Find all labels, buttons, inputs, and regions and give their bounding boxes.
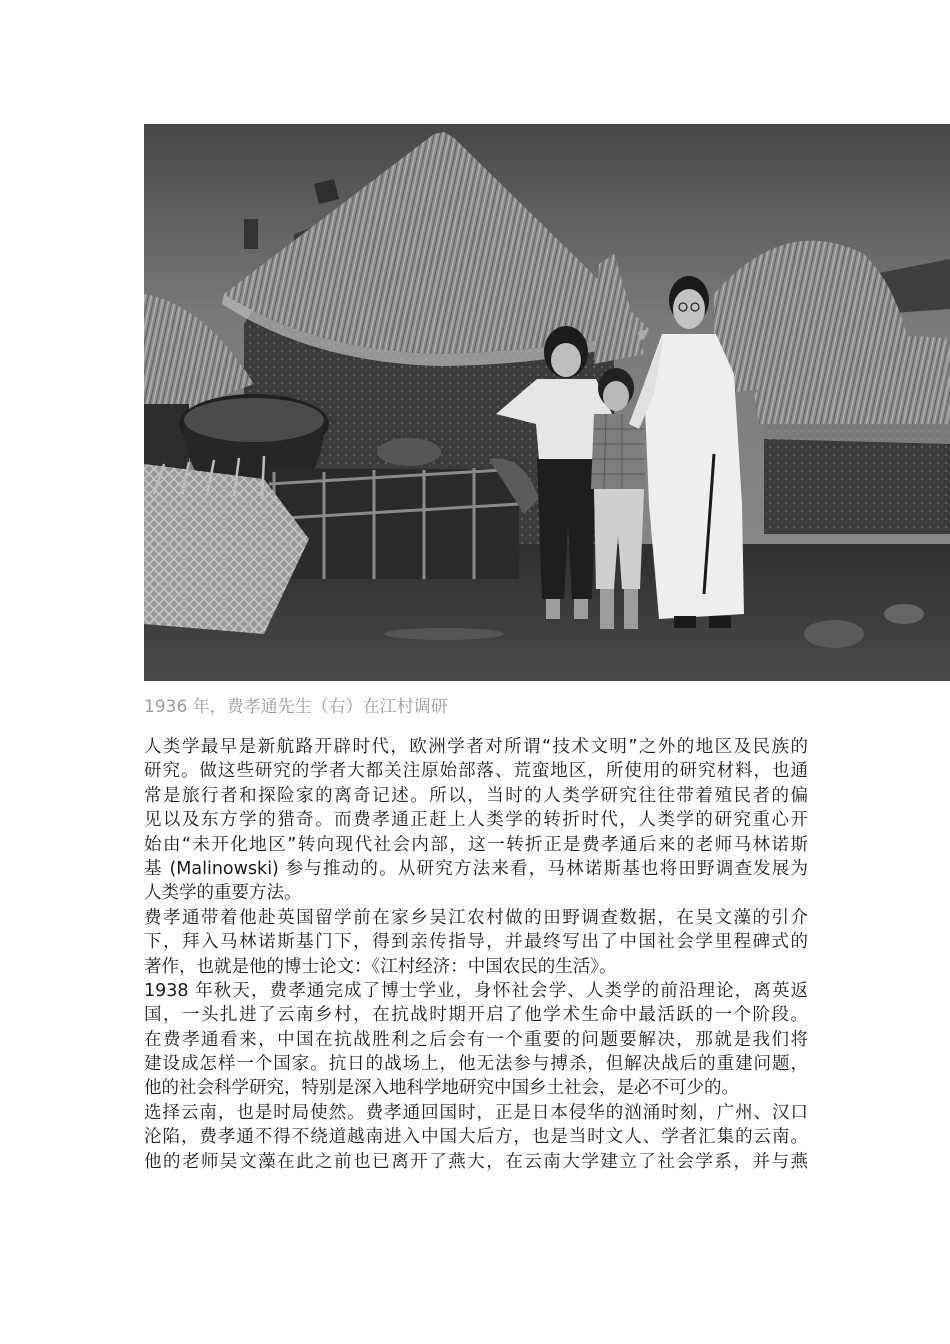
text-line: 研究。做这些研究的学者大都关注原始部落、荒蛮地区，所使用的研究材料，也通 [144, 761, 808, 782]
paragraph-2 [144, 906, 808, 979]
text-line: 下，拜入马林诺斯基门下，得到亲传指导，并最终写出了中国社会学里程碑式的 [144, 932, 808, 953]
historical-photo [144, 124, 950, 681]
text-line: 他的老师吴文藻在此之前也已离开了燕大，在云南大学建立了社会学系，并与燕 [144, 1151, 808, 1172]
text-line: 基 (Malinowski) 参与推动的。从研究方法来看，马林诺斯基也将田野调查发展为 [144, 858, 808, 879]
text-line: 人类学最早是新航路开辟时代，欧洲学者对所谓“技术文明”之外的地区及民族的 [144, 737, 808, 757]
photo-caption: 1936 年，费孝通先生（右）在江村调研 [144, 697, 448, 717]
text-line: 他的社会科学研究，特别是深入地科学地研究中国乡土社会，是必不可少的。 [144, 1078, 739, 1099]
text-line: 建设成怎样一个国家。抗日的战场上，他无法参与搏杀，但解决战后的重建问题， [144, 1054, 808, 1075]
paragraph-3 [144, 979, 808, 1101]
article-body [144, 735, 808, 1174]
text-line: 在费孝通看来，中国在抗战胜利之后会有一个重要的问题要解决，那就是我们将 [144, 1029, 808, 1050]
text-line: 常是旅行者和探险家的离奇记述。所以，当时的人类学研究往往带着殖民者的偏 [144, 785, 808, 806]
text-line: 始由“未开化地区”转向现代社会内部，这一转折正是费孝通后来的老师马林诺斯 [144, 834, 808, 855]
paragraph-4 [144, 1101, 808, 1174]
text-line: 人类学的重要方法。 [144, 883, 302, 904]
text-line: 沦陷，费孝通不得不绕道越南进入中国大后方，也是当时文人、学者汇集的云南。 [144, 1127, 808, 1148]
text-line: 著作，也就是他的博士论文：《江村经济：中国农民的生活》。 [144, 956, 617, 977]
text-line: 选择云南，也是时局使然。费孝通回国时，正是日本侵华的汹涌时刻，广州、汉口 [144, 1102, 808, 1123]
paragraph-1 [144, 735, 808, 906]
text-line: 见以及东方学的猎奇。而费孝通正赶上人类学的转折时代，人类学的研究重心开 [144, 810, 808, 831]
text-line: 1938 年秋天，费孝通完成了博士学业，身怀社会学、人类学的前沿理论，离英返 [144, 980, 808, 1001]
text-line: 费孝通带着他赴英国留学前在家乡吴江农村做的田野调查数据，在吴文藻的引介 [144, 907, 808, 928]
text-line: 国，一头扎进了云南乡村，在抗战时期开启了他学术生命中最活跃的一个阶段。 [144, 1005, 808, 1026]
